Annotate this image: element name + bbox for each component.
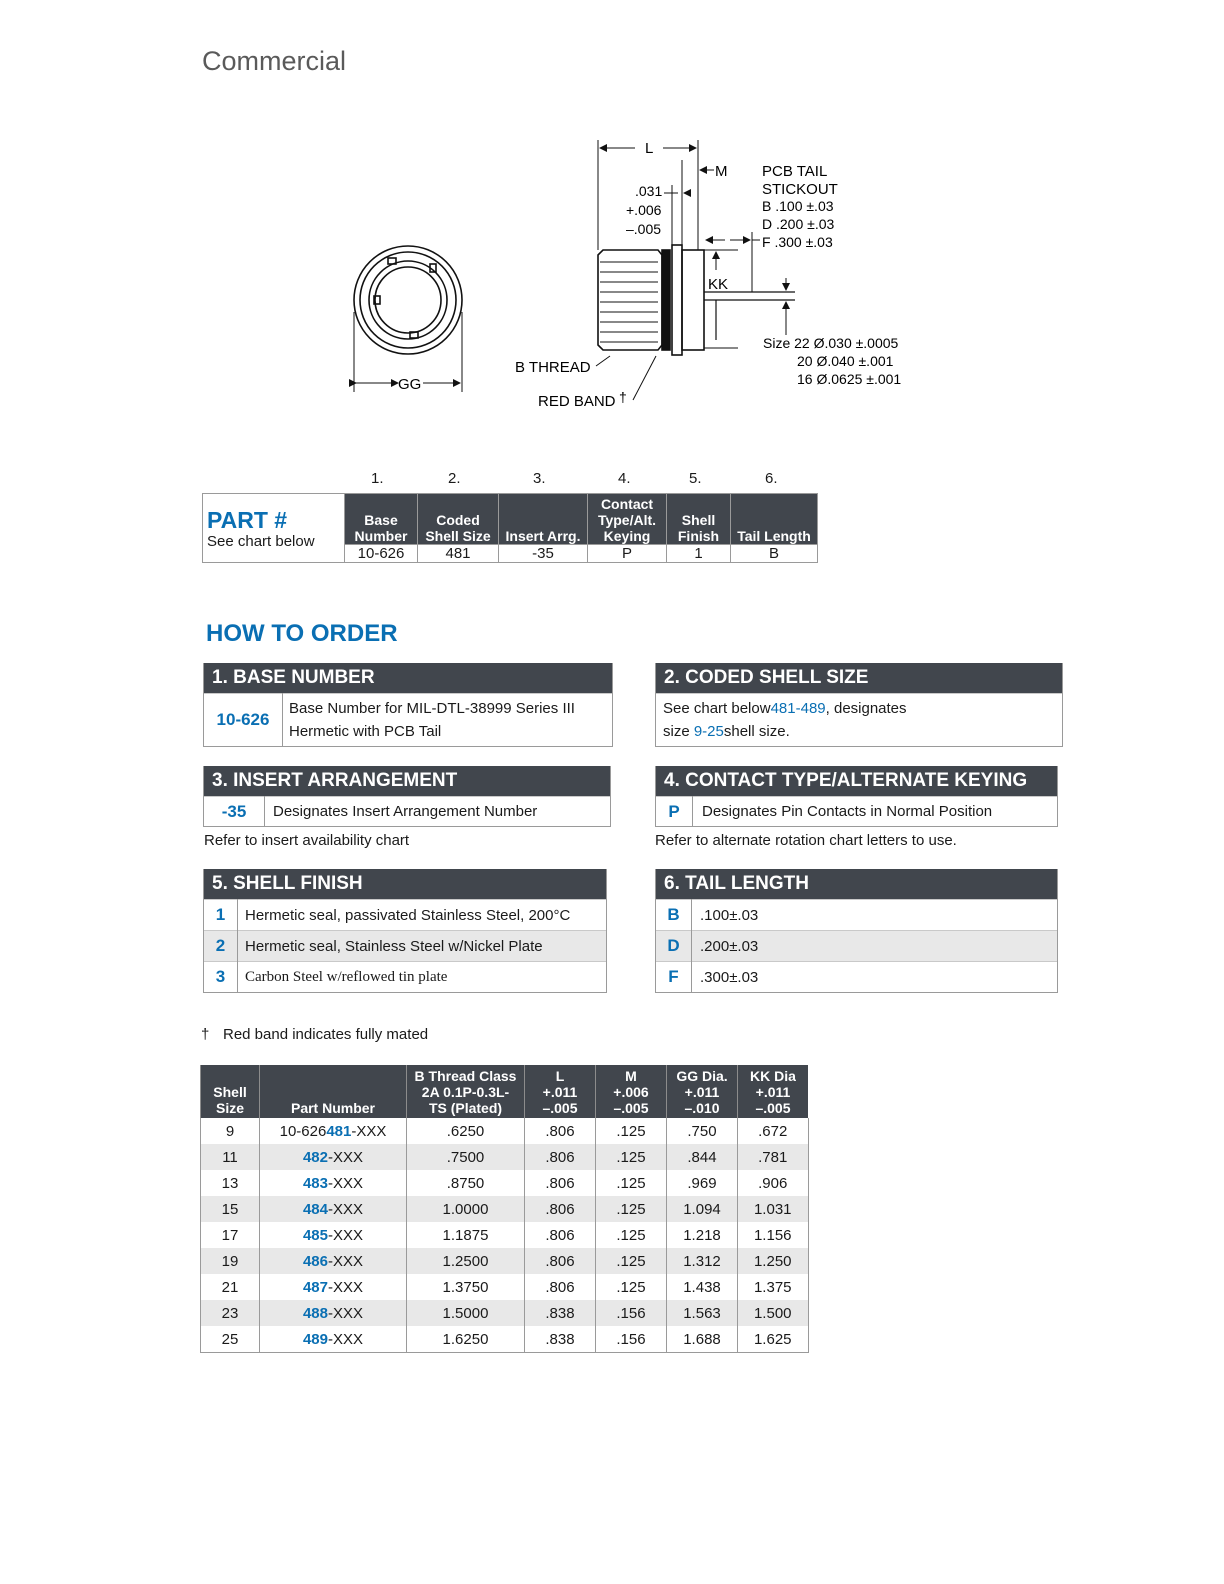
pcb-label-2: STICKOUT: [762, 181, 838, 198]
connector-drawing: [330, 130, 950, 420]
part-value: P: [588, 545, 667, 563]
table-row: 23 488-XXX 1.5000 .838 .156 1.563 1.500: [201, 1300, 809, 1326]
shell-size-desc: See chart below481-489, designates size 9-25shell size.: [656, 694, 1062, 747]
base-number-desc: Base Number for MIL-DTL-38999 Series III Hermetic with PCB Tail: [283, 694, 613, 747]
red-band-label: RED BAND: [538, 393, 616, 410]
part-col-number: 1.: [371, 470, 384, 487]
dim-header-row: [201, 1065, 809, 1118]
how-to-order-heading: HOW TO ORDER: [206, 620, 398, 647]
section-heading: Commercial: [202, 46, 347, 76]
part-subtitle: See chart below: [207, 532, 315, 550]
table-row: 25 489-XXX 1.6250 .838 .156 1.688 1.625: [201, 1326, 809, 1353]
base-number-title: 1. BASE NUMBER: [204, 663, 612, 693]
base-number-box: [203, 663, 613, 747]
insert-desc: Designates Insert Arrangement Number: [265, 797, 611, 827]
part-title: PART #: [207, 506, 288, 533]
part-header-finish: Shell Finish: [667, 494, 731, 545]
stickout-b: B .100 ±.03: [762, 198, 834, 214]
part-col-number: 3.: [533, 470, 546, 487]
part-value: B: [731, 545, 818, 563]
table-row: 13 483-XXX .8750 .806 .125 .969 .906: [201, 1170, 809, 1196]
pin-size-2: 20 Ø.040 ±.001: [797, 353, 894, 369]
insert-note: Refer to insert availability chart: [204, 832, 410, 849]
kk-label: KK: [708, 276, 729, 293]
finish-row: 3 Carbon Steel w/reflowed tin plate: [204, 962, 606, 993]
part-col-number: 2.: [448, 470, 461, 487]
part-value: 481: [418, 545, 499, 563]
part-number-table: [202, 493, 818, 563]
table-row: 15 484-XXX 1.0000 .806 .125 1.094 1.031: [201, 1196, 809, 1222]
tail-row: D .200±.03: [656, 931, 1057, 962]
dim-body: [201, 1118, 809, 1353]
front-view: [354, 246, 462, 392]
tol-plus: +.006: [626, 202, 662, 218]
dim-header-m: M +.006 –.005: [596, 1065, 667, 1118]
pcb-label-1: PCB TAIL: [762, 163, 828, 180]
gg-label: GG: [398, 376, 422, 393]
tail-row: B .100±.03: [656, 900, 1057, 931]
pin-size-3: 16 Ø.0625 ±.001: [797, 371, 902, 387]
part-header-contact: Contact Type/Alt. Keying: [588, 494, 667, 545]
l-label: L: [645, 140, 654, 157]
tail-box: [655, 869, 1058, 993]
finish-row: 2 Hermetic seal, Stainless Steel w/Nickel Plate: [204, 931, 606, 962]
part-value: 1: [667, 545, 731, 563]
stickout-d: D .200 ±.03: [762, 216, 835, 232]
tail-row: F .300±.03: [656, 962, 1057, 993]
finish-box: [203, 869, 607, 993]
footnote: [201, 1026, 428, 1043]
tol-minus: –.005: [626, 221, 662, 237]
red-band-dagger: †: [619, 389, 627, 405]
base-number-code: 10-626: [204, 694, 283, 747]
tol-031: .031: [635, 183, 663, 199]
part-header-shell-size: Coded Shell Size: [418, 494, 499, 545]
part-title-cell: [203, 494, 345, 563]
tail-title: 6. TAIL LENGTH: [656, 869, 1057, 899]
contact-code: P: [656, 797, 693, 827]
dim-header-shell-size: Shell Size: [201, 1065, 260, 1118]
dim-header-l: L +.011 –.005: [525, 1065, 596, 1118]
part-col-number: 5.: [689, 470, 702, 487]
finish-title: 5. SHELL FINISH: [204, 869, 606, 899]
footnote-text: Red band indicates fully mated: [223, 1026, 429, 1043]
dim-header-kk: KK Dia +.011 –.005: [738, 1065, 809, 1118]
b-thread-label: B THREAD: [515, 359, 591, 376]
contact-box: [655, 766, 1058, 827]
contact-note: Refer to alternate rotation chart letters to use.: [655, 832, 957, 849]
insert-title: 3. INSERT ARRANGEMENT: [204, 766, 610, 796]
table-row: 11 482-XXX .7500 .806 .125 .844 .781: [201, 1144, 809, 1170]
table-row: 9 10-626481-XXX .6250 .806 .125 .750 .672: [201, 1118, 809, 1144]
finish-row: 1 Hermetic seal, passivated Stainless Steel, 200°C: [204, 900, 606, 931]
m-label: M: [715, 163, 728, 180]
stickout-f: F .300 ±.03: [762, 234, 833, 250]
part-col-number: 6.: [765, 470, 778, 487]
footnote-dagger: †: [201, 1026, 210, 1043]
table-row: 17 485-XXX 1.1875 .806 .125 1.218 1.156: [201, 1222, 809, 1248]
contact-title: 4. CONTACT TYPE/ALTERNATE KEYING: [656, 766, 1057, 796]
dim-header-part-number: Part Number: [260, 1065, 407, 1118]
dim-header-thread: B Thread Class 2A 0.1P-0.3L- TS (Plated): [407, 1065, 525, 1118]
pin-size-1: Size 22 Ø.030 ±.0005: [763, 335, 899, 351]
shell-size-title: 2. CODED SHELL SIZE: [656, 663, 1062, 693]
table-row: 21 487-XXX 1.3750 .806 .125 1.438 1.375: [201, 1274, 809, 1300]
contact-desc: Designates Pin Contacts in Normal Position: [693, 797, 1058, 827]
part-col-number: 4.: [618, 470, 631, 487]
part-header-insert: Insert Arrg.: [499, 494, 588, 545]
part-value: -35: [499, 545, 588, 563]
table-row: 19 486-XXX 1.2500 .806 .125 1.312 1.250: [201, 1248, 809, 1274]
insert-code: -35: [204, 797, 265, 827]
part-header-tail: Tail Length: [731, 494, 818, 545]
part-header-base: Base Number: [345, 494, 418, 545]
dimension-table: [200, 1065, 809, 1353]
part-value: 10-626: [345, 545, 418, 563]
shell-size-box: [655, 663, 1063, 747]
insert-box: [203, 766, 611, 827]
dim-header-gg: GG Dia. +.011 –.010: [667, 1065, 738, 1118]
